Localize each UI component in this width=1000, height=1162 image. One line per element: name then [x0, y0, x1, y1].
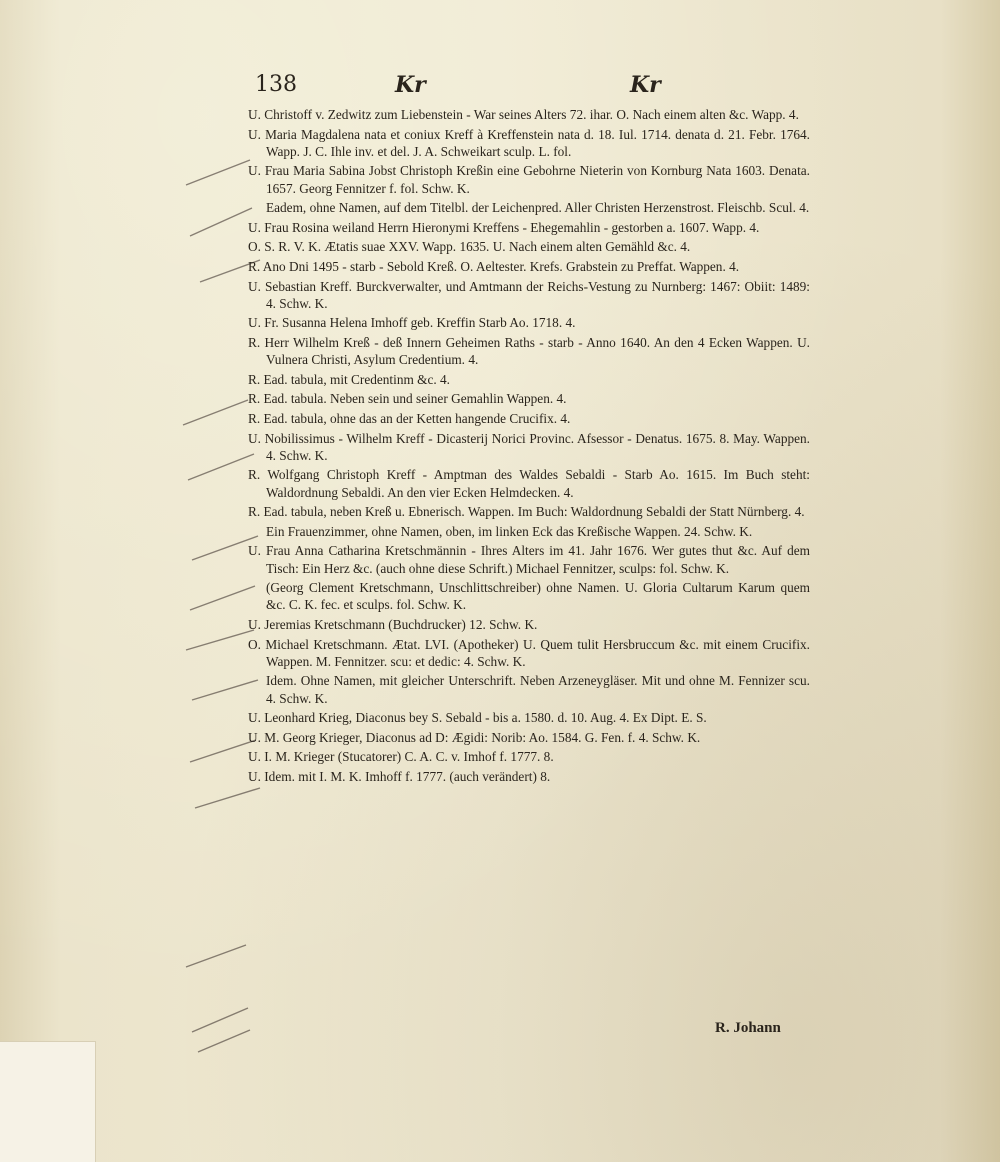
entry: U. Nobilissimus - Wilhelm Kreff - Dicasterij Norici Provinc. Afsessor - Denatus. 1675. 8. May. Wappen. 4. Schw. K.: [248, 430, 810, 463]
pencil-mark: [186, 630, 254, 650]
entry: R. Ead. tabula, mit Credentinm &c. 4.: [248, 371, 450, 387]
page-number: 138: [255, 72, 297, 97]
pencil-mark: [190, 586, 255, 610]
entry: U. Fr. Susanna Helena Imhoff geb. Kreffin Starb Ao. 1718. 4.: [248, 315, 576, 331]
entry: U. Idem. mit I. M. K. Imhoff f. 1777. (auch verändert) 8.: [248, 768, 551, 784]
running-head-right: Kr: [630, 72, 661, 98]
entry-list: [248, 106, 810, 787]
entry: U. Jeremias Kretschmann (Buchdrucker) 12. Schw. K.: [248, 616, 538, 632]
entry: Idem. Ohne Namen, mit gleicher Unterschrift. Neben Arzeneygläser. Mit und ohne M. Fennizer scu. 4. Schw. K.: [266, 673, 810, 706]
entry: U. Leonhard Krieg, Diaconus bey S. Sebald - bis a. 1580. d. 10. Aug. 4. Ex Dipt. E. S.: [248, 710, 707, 726]
entry: O. Michael Kretschmann. Ætat. LVI. (Apotheker) U. Quem tulit Hersbruccum &c. mit einem Crucifix. Wappen. M. Fennitzer. scu: et dedic: 4. Schw. K.: [248, 636, 810, 669]
entry: R. Ano Dni 1495 - starb - Sebold Kreß. O. Aeltester. Krefs. Grabstein zu Preffat. Wappen. 4.: [248, 258, 740, 274]
pencil-mark: [186, 160, 250, 185]
entry: U. Christoff v. Zedwitz zum Liebenstein - War seines Alters 72. ihar. O. Nach einem alten &c. Wapp. 4.: [248, 107, 799, 122]
pencil-mark: [188, 454, 254, 480]
pencil-mark: [190, 740, 256, 762]
pencil-mark: [195, 788, 260, 808]
pencil-mark: [190, 208, 252, 236]
entry: O. S. R. V. K. Ætatis suae XXV. Wapp. 1635. U. Nach einem alten Gemähld &c. 4.: [248, 239, 691, 255]
entry: U. Frau Maria Sabina Jobst Christoph Kreßin eine Gebohrne Nieterin von Kornburg Nata 1603. Denata. 1657. Georg Fennitzer f. fol. Schw. K.: [248, 163, 810, 196]
entry: R. Wolfgang Christoph Kreff - Amptman des Waldes Sebaldi - Starb Ao. 1615. Im Buch steht: Waldordnung Sebaldi. An den vier Ecken Helmdecken. 4.: [248, 467, 810, 500]
entry: U. Sebastian Kreff. Burckverwalter, und Amtmann der Reichs-Vestung zu Nurnberg: 1467: Obiit: 1489: 4. Schw. K.: [248, 278, 810, 311]
entry: Ein Frauenzimmer, ohne Namen, oben, im linken Eck das Kreßische Wappen. 24. Schw. K.: [266, 523, 753, 539]
pencil-mark: [183, 400, 248, 425]
entry: (Georg Clement Kretschmann, Unschlittschreiber) ohne Namen. U. Gloria Cultarum Karum quem &c. C. K. fec. et sculps. fol. Schw. K.: [266, 580, 810, 613]
entry: R. Herr Wilhelm Kreß - deß Innern Geheimen Raths - starb - Anno 1640. An den 4 Ecken Wappen. U. Vulnera Christi, Asylum Credentium. 4.: [248, 334, 810, 368]
entry: U. I. M. Krieger (Stucatorer) C. A. C. v. Imhof f. 1777. 8.: [248, 749, 554, 765]
pencil-mark: [186, 945, 246, 967]
entry: R. Ead. tabula, neben Kreß u. Ebnerisch. Wappen. Im Buch: Waldordnung Sebaldi der Statt Nürnberg. 4.: [248, 504, 805, 520]
running-head-left: Kr: [395, 72, 426, 98]
entry: U. Frau Rosina weiland Herrn Hieronymi Kreffens - Ehegemahlin - gestorben a. 1607. Wapp. 4.: [248, 219, 760, 235]
entry: Eadem, ohne Namen, auf dem Titelbl. der Leichenpred. Aller Christen Herzenstrost. Fleischb. Scul. 4.: [266, 200, 810, 216]
pencil-mark: [192, 1008, 248, 1032]
pencil-mark: [198, 1030, 250, 1052]
entry: U. Frau Anna Catharina Kretschmännin - Ihres Alters im 41. Jahr 1676. Wer gutes thut &c. Auf dem Tisch: Ein Herz &c. (auch ohne diese Schrift.) Michael Fennitzer, sculps: fol. Schw. K.: [248, 543, 810, 576]
entry: U. M. Georg Krieger, Diaconus ad D: Ægidi: Norib: Ao. 1584. G. Fen. f. 4. Schw. K.: [248, 729, 701, 745]
catchword: R. Johann: [715, 1020, 781, 1036]
entry: U. Maria Magdalena nata et coniux Kreff à Kreffenstein nata d. 18. Iul. 1714. denata d. 21. Febr. 1764. Wapp. J. C. Ihle inv. et del. J. A. Schweikart sculp. L. fol.: [248, 126, 810, 159]
entry: R. Ead. tabula, ohne das an der Ketten hangende Crucifix. 4.: [248, 410, 571, 426]
entry: R. Ead. tabula. Neben sein und seiner Gemahlin Wappen. 4.: [248, 391, 567, 407]
